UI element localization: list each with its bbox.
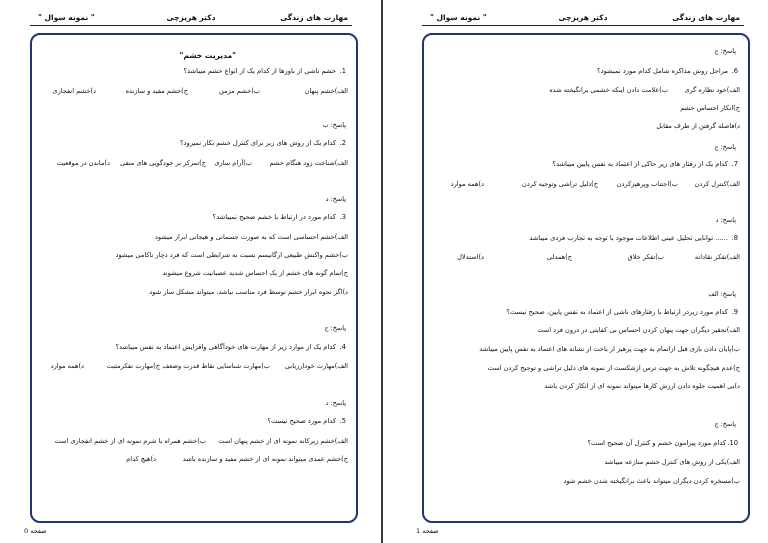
page-content [424,35,748,521]
header-title: مهارت های زندگی [672,13,740,22]
question-text: کدام مورد صحیح نیست؟ [267,417,336,425]
page-frame [422,33,750,523]
answer: پاسخ: د [325,399,346,407]
section-title: "مدیریت خشم" [179,51,236,60]
header-sample: " نمونه سوال " [430,13,487,22]
question-number: 10. [727,439,738,447]
option-b: ب)خشم همراه با شرم نمونه ای از خشم انفجاری است [54,437,206,445]
option-a: الف)خود نظاره گری [684,86,740,94]
option-b: ب)اجتناب وپرهیزکردن [616,180,678,188]
option-d: د)هیچ کدام [126,455,156,463]
option-b: ب)تفکر خلاق [627,253,664,261]
option-a: الف)مهارت خودارزیابی [284,362,348,370]
option-d: د)استدلال [457,253,484,261]
option-a: الف)خشم احساسی است که به صورت جسمانی و هیجانی ابراز میشود [154,233,348,241]
option-d: د)فاصله گرفتن از طرف مقابل [656,122,740,130]
page-number: صفحه 0 [24,527,47,535]
question-text: کدام مورد زیردر ارتباط با رفتارهای ناشی از اعتماد به نفس پایین، صحیح نیست؟ [506,308,728,316]
option-a: الف)تفکر نقادانه [694,253,740,261]
option-a: الف)خشم زیرکانه نمونه ای از خشم پنهان است [218,437,348,445]
option-a: الف)شناخت زود هنگام خشم [269,159,348,167]
option-d: د)خشم انفجاری [52,87,96,95]
header-teacher: دکتر هریزچی [558,13,608,22]
answer: پاسخ: د [715,216,736,224]
page-divider [381,0,383,543]
option-c: ج)خشم مفید و سازنده [125,87,188,95]
option-b: ب)علامت دادن اینکه خشمی برانگیخته شده [549,86,668,94]
header-teacher: دکتر هریزچی [166,13,216,22]
question-number: 4. [339,343,346,351]
option-c: ج)مهارت تفکرمثبت [106,362,160,370]
header-sample: " نمونه سوال " [38,13,95,22]
answer: پاسخ: الف [708,290,736,298]
option-c: ج)دلیل تراشی وتوجیه کردن [522,180,598,188]
page-gutter [376,0,392,543]
option-a: الف)یکی از روش های کنترل خشم منازعه میباشد [604,458,740,466]
option-b: ب)خشم مزمن [219,87,260,95]
option-c: ج)انکار احساس خشم [680,104,740,112]
question-number: 1. [339,67,346,75]
question-text: کدام یک از موارد زیر از مهارت های خودآگاهی وافزایش اعتماد به نفس میباشد؟ [115,343,336,351]
question-text: کدام مورد پیرامون خشم و کنترل آن صحیح است؟ [587,439,726,447]
answer: پاسخ: ب [322,121,346,129]
question-text: کدام یک از روش های زیر برای کنترل خشم بکار نمیرود؟ [179,139,336,147]
question-number: 6. [731,67,738,75]
option-a: الف)تحقیر دیگران جهت پنهان کردن احساس بی کفایتی در درون فرد است [537,326,740,334]
header-title: مهارت های زندگی [280,13,348,22]
option-d: د)همه موارد [450,180,484,188]
option-a: الف)کنترل کردن [694,180,740,188]
page-content [32,35,356,521]
option-b: ب)مهارت شناسایی نقاط قدرت وضعف [162,362,270,370]
question-number: 7. [731,160,738,168]
page-header [30,10,352,26]
option-b: ب)پایان دادن بازی قبل ازاتمام به جهت پرهیز از باخت از نشانه های اعتماد به نفس پایین میباشد [479,345,740,353]
page-header [422,10,744,26]
answer: پاسخ: ج [714,47,736,55]
question-number: 9. [731,308,738,316]
question-text: کدام یک از رفتار های زیر حاکی از اعتماد به نفس پایین میباشد؟ [552,160,728,168]
answer: پاسخ: ج [324,324,346,332]
question-text: خشم ناشی از باورها از کدام یک از انواع خشم میباشد؟ [183,67,336,75]
question-text: کدام مورد در ارتباط با خشم صحیح نمیباشد؟ [212,213,336,221]
option-d: د)بی اهمیت جلوه دادن ارزش کارها میتواند نمونه ای از انکار کردن باشد [544,382,740,390]
option-c: ج)خشم عمدی میتواند نمونه ای از خشم مفید و سازنده باشد [182,455,348,463]
question-number: 2. [339,139,346,147]
question-text: ...... توانایی تحلیل عینی اطلاعات موجود با توجه به تجارب فردی میباشد [529,234,728,242]
option-d: د)اگر نحوه ابراز خشم توسط فرد مناسب نباشد، میتواند مشکل ساز شود [149,288,348,296]
option-d: د)همه موارد [50,362,84,370]
page-0 [0,0,376,543]
option-a: الف)خشم پنهان [304,87,348,95]
page-1 [392,0,768,543]
question-number: 5. [339,417,346,425]
option-c: ج)عدم هیچگونه تلاش به جهت ترس ازشکست از نمونه های دلیل تراشی و توجیح کردن است [487,364,740,372]
option-b: ب)مسخره کردن دیگران میتواند باعث برانگیخته شدن خشم شود [563,477,740,485]
answer: پاسخ: ج [714,420,736,428]
option-b: ب)خشم واکنش طبیعی ارگانیسم نسبت به شرایطی است که فرد دچار ناکامی میشود [115,251,348,259]
page-frame [30,33,358,523]
question-text: مراحل روش مذاکره شامل کدام مورد نمیشود؟ [597,67,728,75]
page-number: صفحه 1 [416,527,439,535]
question-number: 8. [731,234,738,242]
answer: پاسخ: د [325,195,346,203]
option-c: ج)تمرکز بر خودگویی های منفی [119,159,206,167]
option-d: د)ماندن در موقعیت [56,159,110,167]
question-number: 3. [339,213,346,221]
option-c: ج)همدلی [546,253,572,261]
answer: پاسخ: ج [714,143,736,151]
option-c: ج)تمام گونه های خشم از یک احساس شدید عصبانیت شروع میشوند [162,269,348,277]
option-b: ب)آرام سازی [214,159,252,167]
